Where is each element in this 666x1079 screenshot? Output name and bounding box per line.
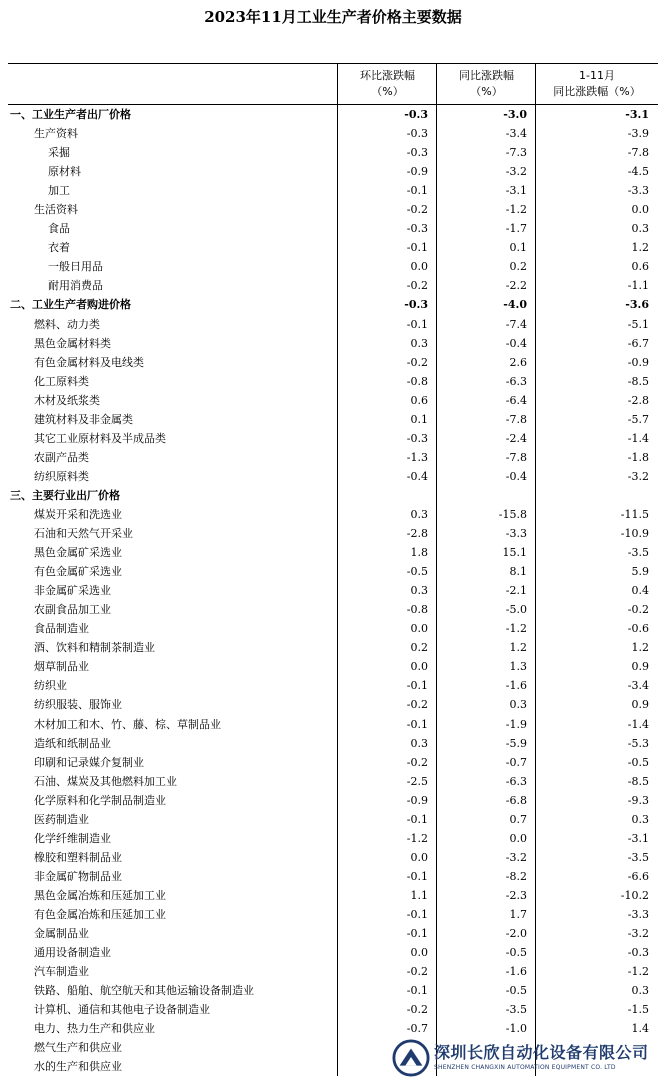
table-row [8, 372, 658, 391]
row-value-v1: -0.2 [406, 1003, 428, 1017]
company-logo-icon [392, 1039, 430, 1077]
table-header [8, 64, 658, 105]
row-value-v3: -0.6 [627, 622, 649, 636]
row-value-v2: -1.7 [505, 222, 527, 236]
row-value-v3: -2.8 [627, 393, 649, 407]
row-label: 木材及纸浆类 [34, 393, 100, 407]
row-label: 印刷和记录媒介复制业 [34, 755, 144, 769]
table-row [8, 943, 658, 962]
row-value-v3: -3.5 [627, 546, 649, 560]
row-label: 造纸和纸制品业 [34, 736, 111, 750]
row-value-v2: -6.3 [505, 774, 527, 788]
row-value-v1: -0.1 [406, 907, 428, 921]
row-value-v3: -3.2 [627, 927, 649, 941]
row-label: 橡胶和塑料制品业 [34, 850, 122, 864]
row-value-v2: 0.0 [509, 831, 527, 845]
table-row [8, 429, 658, 448]
table-section-row [8, 486, 658, 505]
row-value-v1: -0.5 [406, 565, 428, 579]
header-yoy-line1: 同比涨跌幅 [459, 69, 514, 82]
row-value-v2: -0.4 [505, 469, 527, 483]
table-row [8, 276, 658, 295]
table-row [8, 391, 658, 410]
row-value-v1: -0.1 [406, 984, 428, 998]
row-label: 煤炭开采和洗选业 [34, 507, 122, 521]
header-mom-line2: （%） [371, 85, 404, 98]
header-yoy-change [437, 64, 536, 104]
table-row [8, 505, 658, 524]
row-value-v2: -6.4 [505, 393, 527, 407]
row-label: 化学原料和化学制品制造业 [34, 793, 166, 807]
row-value-v2: -7.8 [505, 412, 527, 426]
row-label: 其它工业原材料及半成品类 [34, 431, 166, 445]
row-label: 三、主要行业出厂价格 [10, 488, 120, 502]
table-section-row [8, 295, 658, 314]
table-row [8, 924, 658, 943]
row-label: 计算机、通信和其他电子设备制造业 [34, 1003, 210, 1017]
row-label: 化学纤维制造业 [34, 831, 111, 845]
row-value-v3: 5.9 [631, 565, 649, 579]
row-label: 非金属矿物制品业 [34, 869, 122, 883]
table-row [8, 676, 658, 695]
row-value-v2: -5.0 [505, 603, 527, 617]
row-label: 金属制品业 [34, 927, 89, 941]
row-value-v2: -7.3 [505, 146, 527, 160]
table-row [8, 334, 658, 353]
row-value-v1: 0.0 [410, 946, 428, 960]
row-value-v1: -0.9 [406, 165, 428, 179]
row-value-v2: 15.1 [502, 546, 527, 560]
row-value-v2: 0.3 [509, 698, 527, 712]
row-value-v3: -5.1 [627, 317, 649, 331]
table-row [8, 562, 658, 581]
row-value-v1: -0.2 [406, 965, 428, 979]
row-value-v2: -2.4 [505, 431, 527, 445]
row-value-v2: -2.0 [505, 927, 527, 941]
row-value-v3: -3.1 [627, 831, 649, 845]
table-row [8, 657, 658, 676]
row-value-v3: -6.7 [627, 336, 649, 350]
row-value-v2: -3.0 [503, 108, 527, 121]
row-value-v1: -0.3 [404, 298, 428, 312]
table-row [8, 886, 658, 905]
row-value-v1: -0.8 [406, 603, 428, 617]
row-label: 黑色金属矿采选业 [34, 546, 122, 560]
row-value-v2: -0.5 [505, 984, 527, 998]
row-value-v3: -3.5 [627, 850, 649, 864]
row-value-v1: -0.2 [406, 355, 428, 369]
table-row [8, 315, 658, 334]
row-value-v3: -3.3 [627, 184, 649, 198]
row-label: 烟草制品业 [34, 660, 89, 674]
row-label: 铁路、船舶、航空航天和其他运输设备制造业 [34, 984, 254, 998]
row-value-v2: -6.3 [505, 374, 527, 388]
row-label: 建筑材料及非金属类 [34, 412, 133, 426]
row-value-v2: -8.2 [505, 869, 527, 883]
row-value-v2: -0.5 [505, 946, 527, 960]
row-value-v2: 2.6 [509, 355, 527, 369]
row-value-v1: 0.2 [410, 641, 428, 655]
row-value-v1: -0.1 [406, 241, 428, 255]
row-value-v2: 0.2 [509, 260, 527, 274]
row-label: 纺织原料类 [34, 469, 89, 483]
header-mom-line1: 环比涨跌幅 [360, 69, 415, 82]
row-value-v1: -0.1 [406, 679, 428, 693]
row-label: 石油、煤炭及其他燃料加工业 [34, 774, 177, 788]
header-yoy-line2: （%） [470, 85, 503, 98]
row-value-v3: -3.6 [625, 298, 649, 312]
row-label: 食品制造业 [34, 622, 89, 636]
row-value-v1: -1.3 [406, 450, 428, 464]
row-label: 耐用消费品 [48, 279, 103, 293]
row-label: 有色金属材料及电线类 [34, 355, 144, 369]
row-value-v1: -2.8 [406, 527, 428, 541]
row-value-v2: 1.2 [509, 641, 527, 655]
row-value-v3: 0.3 [631, 222, 649, 236]
company-name-cn: 深圳长欣自动化设备有限公司 [434, 1043, 649, 1062]
table-row [8, 353, 658, 372]
row-value-v1: -0.9 [406, 793, 428, 807]
table-row [8, 143, 658, 162]
row-value-v3: -3.2 [627, 469, 649, 483]
row-value-v2: -15.8 [498, 507, 527, 521]
row-value-v1: 0.3 [410, 736, 428, 750]
row-value-v2: -3.2 [505, 165, 527, 179]
row-value-v3: -6.6 [627, 869, 649, 883]
row-value-v2: -4.0 [503, 298, 527, 312]
row-value-v3: -3.3 [627, 907, 649, 921]
row-value-v1: -0.3 [406, 146, 428, 160]
row-value-v3: -8.5 [627, 774, 649, 788]
row-value-v3: -1.8 [627, 450, 649, 464]
table-row [8, 219, 658, 238]
table-row [8, 524, 658, 543]
row-value-v1: -0.7 [406, 1022, 428, 1036]
table-section-row [8, 105, 658, 124]
row-value-v1: -2.5 [406, 774, 428, 788]
row-label: 通用设备制造业 [34, 946, 111, 960]
row-value-v3: -9.3 [627, 793, 649, 807]
row-label: 水的生产和供应业 [34, 1060, 122, 1074]
row-label: 黑色金属冶炼和压延加工业 [34, 888, 166, 902]
row-value-v3: 0.0 [631, 203, 649, 217]
row-label: 化工原料类 [34, 374, 89, 388]
row-value-v2: -1.2 [505, 622, 527, 636]
row-value-v3: 1.2 [631, 641, 649, 655]
row-label: 木材加工和木、竹、藤、棕、草制品业 [34, 717, 221, 731]
header-mom-change [338, 64, 437, 104]
row-label: 一般日用品 [48, 260, 103, 274]
table-row [8, 905, 658, 924]
row-value-v3: -3.9 [627, 127, 649, 141]
table-row [8, 734, 658, 753]
row-value-v1: -0.3 [404, 108, 428, 121]
row-value-v2: 8.1 [509, 565, 527, 579]
row-value-v3: -11.5 [620, 507, 649, 521]
row-value-v3: -3.1 [625, 108, 649, 121]
row-value-v2: -3.3 [505, 527, 527, 541]
row-label: 农副食品加工业 [34, 603, 111, 617]
row-label: 二、工业生产者购进价格 [10, 298, 131, 312]
table-row [8, 791, 658, 810]
row-value-v3: 1.2 [631, 241, 649, 255]
table-row [8, 467, 658, 486]
row-value-v1: -0.2 [406, 755, 428, 769]
row-value-v3: -7.8 [627, 146, 649, 160]
row-label: 纺织业 [34, 679, 67, 693]
row-value-v2: -3.5 [505, 1003, 527, 1017]
row-value-v1: -0.2 [406, 698, 428, 712]
row-value-v1: -0.3 [406, 431, 428, 445]
company-watermark [392, 1036, 666, 1079]
table-row [8, 543, 658, 562]
row-value-v1: 0.6 [410, 393, 428, 407]
row-label: 燃料、动力类 [34, 317, 100, 331]
row-value-v1: -0.2 [406, 279, 428, 293]
company-name-en: SHENZHEN CHANGXIN AUTOMATION EQUIPMENT CO. LTD [434, 1064, 616, 1071]
row-label: 石油和天然气开采业 [34, 527, 133, 541]
row-value-v2: -3.2 [505, 850, 527, 864]
row-value-v2: -1.6 [505, 965, 527, 979]
row-value-v3: 0.3 [631, 984, 649, 998]
row-value-v1: 1.1 [410, 888, 428, 902]
row-value-v1: -0.1 [406, 184, 428, 198]
row-value-v3: -0.3 [627, 946, 649, 960]
table-row [8, 600, 658, 619]
row-value-v2: -3.4 [505, 127, 527, 141]
row-value-v3: 0.3 [631, 812, 649, 826]
row-label: 黑色金属材料类 [34, 336, 111, 350]
row-value-v2: -1.9 [505, 717, 527, 731]
row-label: 农副产品类 [34, 450, 89, 464]
row-value-v1: 0.3 [410, 507, 428, 521]
row-value-v3: -1.2 [627, 965, 649, 979]
row-value-v1: -0.1 [406, 927, 428, 941]
row-value-v1: -0.2 [406, 203, 428, 217]
table-row [8, 695, 658, 714]
row-label: 纺织服装、服饰业 [34, 698, 122, 712]
row-label: 燃气生产和供应业 [34, 1041, 122, 1055]
row-value-v2: 1.7 [509, 907, 527, 921]
row-value-v1: -0.8 [406, 374, 428, 388]
row-label: 生活资料 [34, 203, 78, 217]
table-row [8, 753, 658, 772]
row-label: 非金属矿采选业 [34, 584, 111, 598]
table-row [8, 715, 658, 734]
row-value-v1: -0.4 [406, 469, 428, 483]
row-label: 采掘 [48, 146, 70, 160]
row-label: 食品 [48, 222, 70, 236]
row-value-v3: -5.3 [627, 736, 649, 750]
table-row [8, 810, 658, 829]
table-row [8, 181, 658, 200]
row-label: 汽车制造业 [34, 965, 89, 979]
table-body [8, 105, 658, 1076]
row-value-v3: -10.9 [620, 527, 649, 541]
row-value-v3: -0.9 [627, 355, 649, 369]
row-value-v3: 1.4 [631, 1022, 649, 1036]
row-value-v2: -0.7 [505, 755, 527, 769]
row-label: 加工 [48, 184, 70, 198]
row-value-v1: -0.1 [406, 869, 428, 883]
row-label: 原材料 [48, 165, 81, 179]
row-label: 酒、饮料和精制茶制造业 [34, 641, 155, 655]
row-value-v2: -7.4 [505, 317, 527, 331]
row-value-v2: 0.7 [509, 812, 527, 826]
table-row [8, 200, 658, 219]
row-value-v1: 0.0 [410, 660, 428, 674]
table-row [8, 638, 658, 657]
row-value-v3: -0.5 [627, 755, 649, 769]
row-value-v3: -1.5 [627, 1003, 649, 1017]
table-row [8, 257, 658, 276]
row-value-v1: -0.1 [406, 717, 428, 731]
row-value-v3: -4.5 [627, 165, 649, 179]
table-row [8, 829, 658, 848]
row-value-v2: -0.4 [505, 336, 527, 350]
row-value-v2: 0.1 [509, 241, 527, 255]
row-value-v1: -0.1 [406, 317, 428, 331]
row-value-v2: -2.2 [505, 279, 527, 293]
table-row [8, 619, 658, 638]
row-label: 衣着 [48, 241, 70, 255]
row-value-v3: -5.7 [627, 412, 649, 426]
row-value-v2: -1.0 [505, 1022, 527, 1036]
row-value-v1: 0.0 [410, 850, 428, 864]
row-label: 一、工业生产者出厂价格 [10, 108, 131, 121]
row-value-v3: -1.4 [627, 717, 649, 731]
row-value-v3: 0.6 [631, 260, 649, 274]
header-ytd-line2: 同比涨跌幅（%） [553, 85, 641, 98]
table-row [8, 867, 658, 886]
row-value-v3: -1.4 [627, 431, 649, 445]
row-value-v1: -0.1 [406, 812, 428, 826]
row-value-v2: -2.1 [505, 584, 527, 598]
row-label: 有色金属冶炼和压延加工业 [34, 907, 166, 921]
row-value-v2: -1.6 [505, 679, 527, 693]
row-value-v1: -0.3 [406, 127, 428, 141]
table-row [8, 981, 658, 1000]
row-value-v1: 1.8 [410, 546, 428, 560]
row-value-v1: 0.3 [410, 584, 428, 598]
table-row [8, 772, 658, 791]
row-value-v3: -3.4 [627, 679, 649, 693]
row-value-v2: -5.9 [505, 736, 527, 750]
row-label: 医药制造业 [34, 812, 89, 826]
row-value-v1: 0.3 [410, 336, 428, 350]
row-value-v2: -1.2 [505, 203, 527, 217]
row-value-v1: 0.0 [410, 260, 428, 274]
header-ytd-line1: 1-11月 [579, 69, 615, 82]
row-value-v1: 0.0 [410, 622, 428, 636]
row-value-v3: -1.1 [627, 279, 649, 293]
table-row [8, 581, 658, 600]
row-value-v3: 0.9 [631, 660, 649, 674]
table-row [8, 448, 658, 467]
table-row [8, 1000, 658, 1019]
row-value-v2: -6.8 [505, 793, 527, 807]
table-row [8, 162, 658, 181]
page-title: 2023年11月工业生产者价格主要数据 [204, 8, 462, 26]
table-row [8, 410, 658, 429]
table-row [8, 238, 658, 257]
row-value-v2: -3.1 [505, 184, 527, 198]
row-label: 生产资料 [34, 127, 78, 141]
row-value-v1: -0.3 [406, 222, 428, 236]
row-value-v2: 1.3 [509, 660, 527, 674]
table-row [8, 124, 658, 143]
row-label: 有色金属矿采选业 [34, 565, 122, 579]
row-value-v3: -8.5 [627, 374, 649, 388]
row-value-v3: 0.4 [631, 584, 649, 598]
price-data-table [8, 63, 658, 1076]
header-ytd-yoy-change [536, 64, 658, 104]
row-value-v3: 0.9 [631, 698, 649, 712]
row-label: 电力、热力生产和供应业 [34, 1022, 155, 1036]
table-row [8, 848, 658, 867]
row-value-v2: -2.3 [505, 888, 527, 902]
table-row [8, 962, 658, 981]
row-value-v1: -1.2 [406, 831, 428, 845]
row-value-v1: 0.1 [410, 412, 428, 426]
row-value-v3: -10.2 [620, 888, 649, 902]
row-value-v2: -7.8 [505, 450, 527, 464]
row-value-v3: -0.2 [627, 603, 649, 617]
